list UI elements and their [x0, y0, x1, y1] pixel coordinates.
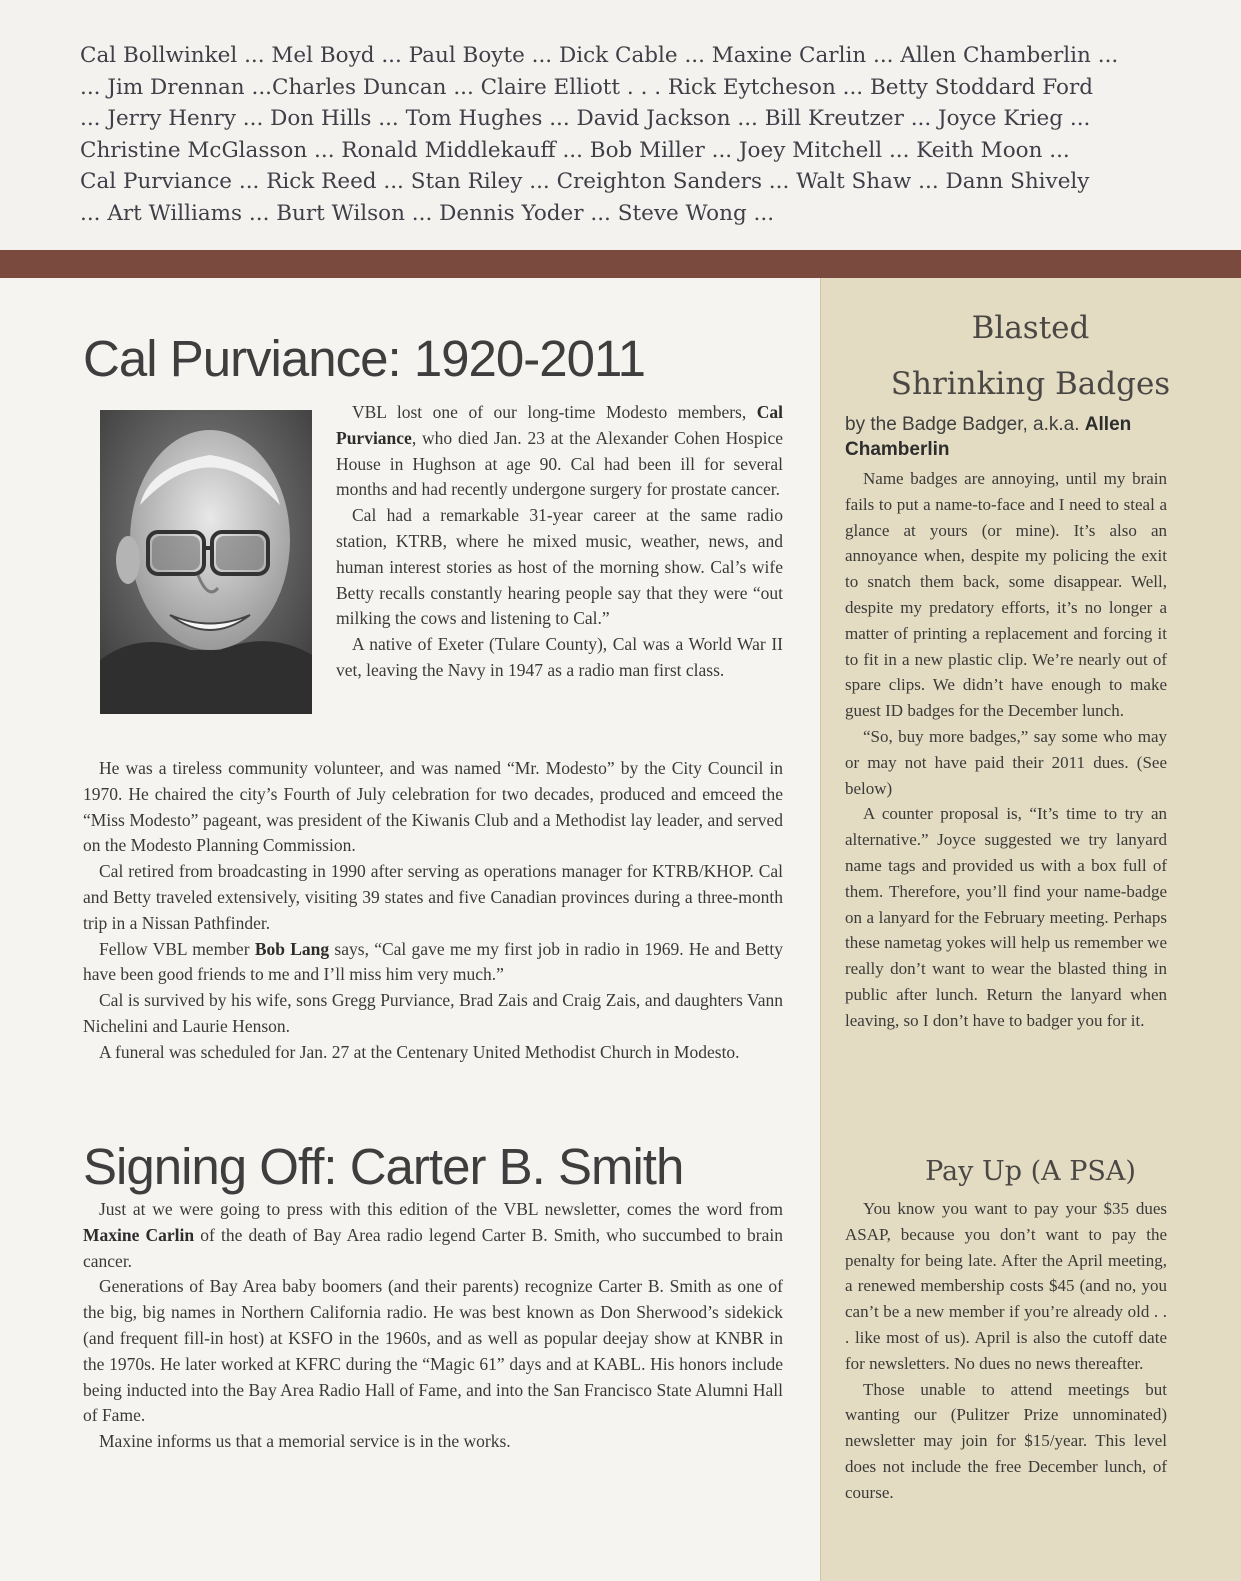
bold-name: Cal Purviance: [336, 402, 783, 448]
sidebar-byline: by the Badge Badger, a.k.a. Allen Chamberlin: [845, 414, 1132, 460]
article-paragraph: A native of Exeter (Tulare County), Cal was a World War II vet, leaving the Navy in 1947 as a radio man first class.: [336, 634, 783, 680]
article-paragraph: He was a tireless community volunteer, and was named “Mr. Modesto” by the City Council in 1970. He chaired the city’s Fourth of July celebration for two decades, produced and emceed the “Miss Modesto” pageant, was president of the Kiwanis Club and a Methodist lay leader, and served on the Modesto Planning Commission.: [83, 758, 783, 856]
psa-body: [845, 1196, 1167, 1506]
article-paragraph: Cal retired from broadcasting in 1990 after serving as operations manager for KTRB/KHOP. Cal and Betty traveled extensively, visiting 39 states and five Canadian provinces during a three-month trip in a Nissan Pathfinder.: [83, 861, 783, 933]
article-paragraph: Just at we were going to press with this edition of the VBL newsletter, comes the word from Maxine Carlin of the death of Bay Area radio legend Carter B. Smith, who succumbed to brain cancer.: [83, 1199, 783, 1271]
sidebar-paragraph: You know you want to pay your $35 dues ASAP, because you don’t want to pay the penalty for being late. After the April meeting, a renewed membership costs $45 (and no, you can’t be a new member if you’re already old . . . like most of us). April is also the cutoff date for newsletters. No dues no news thereafter.: [845, 1199, 1167, 1373]
article-paragraph: A funeral was scheduled for Jan. 27 at the Centenary United Methodist Church in Modesto.: [99, 1041, 740, 1062]
name-list-line: Christine McGlasson ... Ronald Middlekauff ... Bob Miller ... Joey Mitchell ... Keith Moon ...: [80, 137, 1070, 163]
article-paragraph: Cal had a remarkable 31-year career at the same radio station, KTRB, where he mixed music, weather, news, and human interest stories as host of the morning show. Cal’s wife Betty recalls constantly hearing people say that they were “out milking the cows and listening to Cal.”: [336, 505, 783, 629]
bold-name: Maxine Carlin: [83, 1224, 195, 1245]
article-paragraph: Generations of Bay Area baby boomers (and their parents) recognize Carter B. Smith as one of the big, big names in Northern California radio. He was best known as Don Sherwood’s sidekick (and frequent fill-in host) at KSFO in the 1960s, and as well as popular deejay show at KNBR in the 1970s. He later worked at KFRC during the “Magic 61” days and at KABL. His honors include being inducted into the Bay Area Radio Hall of Fame, and into the San Francisco State Alumni Hall of Fame.: [83, 1276, 783, 1426]
article-headline-cal-purviance: Cal Purviance: 1920-2011: [83, 330, 645, 387]
name-list-line: ... Jim Drennan ...Charles Duncan ... Claire Elliott . . . Rick Eytcheson ... Betty Stoddard Ford: [80, 74, 1093, 100]
sidebar-paragraph: Those unable to attend meetings but wanting our (Pulitzer Prize unnominated) newsletter may join for $15/year. This level does not include the free December lunch, of course.: [845, 1379, 1167, 1502]
name-list-line: ... Art Williams ... Burt Wilson ... Dennis Yoder ... Steve Wong ...: [80, 200, 775, 226]
cal-article-intro: [336, 400, 783, 684]
psa-title: Pay Up (A PSA): [925, 1156, 1136, 1187]
member-name-list: [80, 40, 1190, 229]
sidebar-title-line2: Shrinking Badges: [890, 366, 1171, 402]
cal-purviance-photo: [100, 410, 312, 714]
article-paragraph: Cal is survived by his wife, sons Gregg Purviance, Brad Zais and Craig Zais, and daughters Vann Nichelini and Laurie Henson.: [83, 990, 783, 1036]
byline-author: Allen Chamberlin: [845, 414, 1132, 460]
article-paragraph: VBL lost one of our long-time Modesto members, Cal Purviance, who died Jan. 23 at the Alexander Cohen Hospice House in Hughson at age 90. Cal had been ill for several months and had recently undergone surgery for prostate cancer.: [336, 402, 783, 500]
sidebar-paragraph: A counter proposal is, “It’s time to try an alternative.” Joyce suggested we try lanyard name tags and provided us with a box full of them. Therefore, you’ll find your name-badge on a lanyard for the February meeting. Perhaps these nametag yokes will help us remember we really don’t want to wear the blasted thing in public after lunch. Return the lanyard when leaving, so I don’t have to badger you for it.: [845, 804, 1167, 1030]
article-paragraph: Maxine informs us that a memorial service is in the works.: [99, 1431, 511, 1452]
cal-article-body: [83, 756, 783, 1066]
article-paragraph: Fellow VBL member Bob Lang says, “Cal gave me my first job in radio in 1969. He and Betty have been good friends to me and I’ll miss him very much.”: [83, 938, 784, 985]
article-headline-carter-smith: Signing Off: Carter B. Smith: [83, 1138, 684, 1195]
sidebar-paragraph: Name badges are annoying, until my brain fails to put a name-to-face and I need to steal a glance at yours (or mine). It’s also an annoyance when, despite my policing the exit to snatch them back, some disappear. Well, despite my predatory efforts, it’s no longer a matter of printing a replacement and forcing it to fit in a new plastic clip. We’re nearly out of spare clips. We didn’t have enough to make guest ID badges for the December lunch.: [845, 469, 1167, 721]
sidebar-paragraph: “So, buy more badges,” say some who may or may not have paid their 2011 dues. (See below): [845, 726, 1167, 798]
name-list-line: Cal Bollwinkel ... Mel Boyd ... Paul Boyte ... Dick Cable ... Maxine Carlin ... Allen Chamberlin ...: [80, 43, 1119, 68]
name-list-line: Cal Purviance ... Rick Reed ... Stan Riley ... Creighton Sanders ... Walt Shaw ... Dann Shively: [80, 169, 1090, 194]
bold-name: Bob Lang: [254, 938, 330, 959]
sidebar-title-line1: Blasted: [971, 310, 1090, 346]
section-divider-bar: [0, 250, 1241, 278]
sidebar-badges-body: [845, 466, 1167, 1034]
name-list-line: ... Jerry Henry ... Don Hills ... Tom Hughes ... David Jackson ... Bill Kreutzer ... Joyce Krieg ...: [80, 106, 1091, 131]
carter-article-body: [83, 1197, 783, 1455]
